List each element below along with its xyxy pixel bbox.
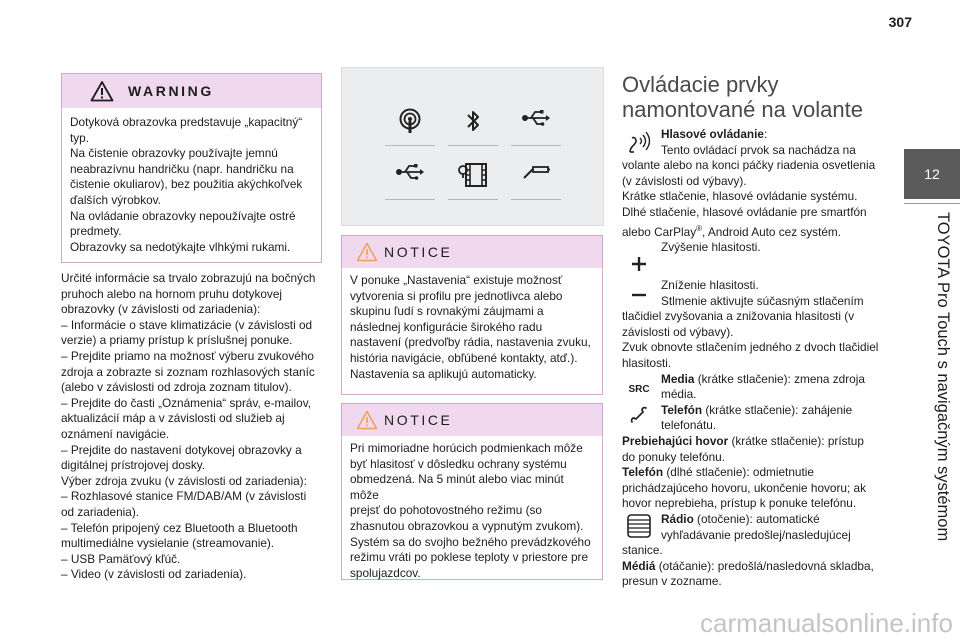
text-line: skupinu ľudí s rovnakými záujmami a [350,304,544,319]
text-line: Výber zdroja zvuku (v závislosti od zariadenia): [61,473,307,488]
volume-down-item [622,278,894,309]
icon-underline [385,145,435,147]
podcast-icon [398,108,422,141]
text-line: predmety. [70,224,122,239]
voice-colon: : [763,127,768,141]
text-line: volante alebo na konci páčky riadenia osvetlenia [622,158,876,173]
icon-underline [448,199,498,201]
media-label: Media [661,371,695,386]
notice-title: NOTICE [384,412,453,428]
text-line: Zvuk obnovte stlačením jedného z dvoch tlačidiel [622,340,879,355]
text-line: (v závislosti od výbavy). [622,173,747,188]
page-number: 307 [888,14,912,30]
carplay-text-end: , Android Auto cez systém. [702,224,842,239]
minus-icon [622,293,656,297]
text-line: Obrazovky sa nedotýkajte vlhkými rukami. [70,239,291,254]
text-line: Dotyková obrazovka predstavuje „kapacitný“ [70,115,303,129]
text-line: Stlmenie aktivujte súčasným stlačením [661,293,864,308]
warning-header [62,74,321,108]
aux-cable-icon [521,162,551,187]
text-line: obmedzená. Na 5 minút alebo viac minút môže [350,472,564,502]
bluetooth-icon [465,108,481,139]
phone-long-text: (dlhé stlačenie): odmietnutie [663,465,814,480]
radio-text: (otočenie): automatické [693,511,820,526]
text-line: – Prejdite do nastavení dotykovej obrazovky a [61,442,302,457]
text-line: spolujazdcov. [350,565,421,580]
text-line: čistenie okuliarov), bez použitia akýchkoľvek [70,177,303,192]
carplay-text: alebo CarPlay [622,224,697,239]
text-line [622,465,894,481]
text-line: digitálnej prístrojovej dosky. [61,458,206,473]
text-line: ďalších výrobkov. [70,192,161,207]
text-line: závislosti od výbavy). [622,324,734,339]
text-line: história navigácie, obľúbené kontakty, atď.). [350,350,578,365]
text-line: vyhľadávanie predošlej/nasledujúcej [661,527,851,542]
notice-icon [356,410,378,430]
notice-box [341,403,603,580]
text-line: Zníženie hlasitosti. [661,278,759,293]
section-title-line: namontované na volante [622,97,863,122]
warning-box [61,73,322,263]
icon-cell [511,162,561,200]
notice-box [341,235,603,395]
text-line: Na ovládanie obrazovky nepoužívajte ostré [70,208,296,223]
icon-underline [511,199,561,201]
media-source-item [622,372,894,403]
chapter-tab: 12 [904,149,960,199]
text-line: – Prejdite do časti „Oznámenia“ správ, e-mailov, [61,395,312,410]
text-line: Určité informácie sa trvalo zobrazujú na bočných [61,271,316,285]
left-column-text [61,271,333,583]
text-line: Krátke stlačenie, hlasové ovládanie systému. [622,189,858,204]
text-line: oznámení navigácie. [61,426,170,441]
radio-label: Rádio [661,511,694,526]
text-line: – Video (v závislosti od zariadenia). [61,567,247,582]
text-line: telefonátu. [661,418,717,433]
text-line: neabrazívnu handričku (napr. handričku na [70,161,294,176]
icon-cell [448,108,498,146]
call-label: Prebiehajúci hovor [622,434,729,449]
usb-icon [521,108,551,133]
text-line: Dlhé stlačenie, hlasové ovládanie pre smartfón [622,204,867,219]
text-line: multimediálne vysielanie (streamovanie). [61,536,275,551]
phone-icon [622,405,656,425]
radio-item [622,512,894,543]
text-line: V ponuke „Nastavenia“ existuje možnosť [350,273,563,287]
chapter-title: TOYOTA Pro Touch s navigačným systémom [934,212,952,542]
text-line: – Prejdite priamo na možnosť výberu zvukového [61,348,314,363]
call-text: (krátke stlačenie): prístup [728,434,864,449]
text-line: byť hlasitosť v dôsledku ochrany systému [350,456,567,471]
text-line: Nastavenia sa aplikujú automaticky. [350,366,537,381]
text-line: vytvorenia si profilu pre jednotlivca alebo [350,288,563,303]
text-line: média. [661,387,697,402]
notice-header [342,236,602,268]
plus-icon [622,257,656,271]
registered-mark: ® [696,223,703,233]
text-line: prichádzajúceho hovoru, ukončenie hovoru; ak [622,480,866,495]
text-line: nastavení (predvoľby rádia, nastavenia zvuku, [350,335,591,350]
chapter-divider [904,203,960,204]
voice-control-item [622,127,894,158]
usb-icon [395,162,425,187]
phone-long-label: Telefón [622,465,664,480]
text-line: typ. [70,130,90,145]
warning-icon [90,80,114,102]
src-button-icon: SRC [628,383,650,395]
volume-up-item [622,240,894,278]
icon-underline [448,145,498,147]
text-line: – Telefón pripojený cez Bluetooth a Bluetooth [61,520,298,535]
text-line: tlačidiel zvyšovania a znižovania hlasitosti (v [622,309,855,324]
warning-title: WARNING [128,83,214,99]
text-line: režimu vráti po poklese teploty v priestore pre [350,550,589,565]
text-line: pruhoch alebo na hornom pruhu dotykovej [61,286,283,301]
source-icons-panel [341,67,604,226]
media-turn-text: (otáčanie): predošlá/nasledovná skladba, [655,558,874,573]
text-line: – Informácie o stave klimatizácie (v závislosti od [61,317,313,332]
phone-item [622,403,894,434]
notice-body [342,268,602,382]
text-line [622,434,894,450]
warning-body [62,108,321,255]
text-line: presun v zozname. [622,574,722,589]
notice-body [342,436,602,581]
media-turn-label: Médiá [622,558,656,573]
text-line: stanice. [622,543,663,558]
scroll-wheel-icon [622,513,656,539]
voice-label: Hlasové ovládanie [661,127,764,141]
text-line: – Rozhlasové stanice FM/DAB/AM (v závislosti [61,489,307,504]
notice-title: NOTICE [384,244,453,260]
watermark: carmanualsonline.info [700,608,953,638]
text-line: (alebo v závislosti od zdroja zoznam titulov). [61,380,292,395]
icon-cell [385,162,435,200]
notice-header [342,404,602,436]
voice-command-icon [622,130,656,154]
text-line: Tento ovládací prvok sa nachádza na [661,142,856,157]
phone-text: (krátke stlačenie): zahájenie [702,402,853,417]
text-line: prejsť do pohotovostného režimu (so [350,503,542,518]
icon-cell [448,162,498,200]
notice-icon [356,242,378,262]
section-title [622,72,892,122]
icon-underline [385,199,435,201]
text-line: verzie) a priamy prístup k príslušnej ponuke. [61,333,293,348]
right-column-text [622,127,894,590]
text-line: zdroja a zobrazte si zoznam rozhlasových staníc [61,364,315,379]
text-line [622,221,894,241]
text-line: hlasitosti. [622,356,672,371]
icon-underline [511,145,561,147]
section-title-line: Ovládacie prvky [622,72,779,97]
icon-cell [511,108,561,146]
text-line: hovor neprebieha, prístup k ponuke telefónu. [622,496,857,511]
video-film-icon [458,162,488,193]
icon-cell [385,108,435,146]
text-line [622,559,894,575]
text-line: – USB Pamäťový kľúč. [61,551,181,566]
text-line: zhasnutou obrazovkou a vypnutým zvukom). [350,518,584,533]
text-line: aktualizácií máp a v závislosti od služieb aj [61,411,285,426]
text-line: Pri mimoriadne horúcich podmienkach môže [350,441,583,455]
text-line: obrazovky (v závislosti od zariadenia): [61,302,261,317]
text-line: od zariadenia). [61,504,140,519]
text-line: Na čistenie obrazovky používajte jemnú [70,146,278,161]
text-line: Zvýšenie hlasitosti. [661,240,761,255]
text-line: Systém sa do svojho bežného prevádzkového [350,534,591,549]
phone-label: Telefón [661,402,703,417]
text-line: do ponuky telefónu. [622,449,725,464]
text-line: následnej konfigurácie širokého radu [350,319,543,334]
media-text: (krátke stlačenie): zmena zdroja [694,371,865,386]
